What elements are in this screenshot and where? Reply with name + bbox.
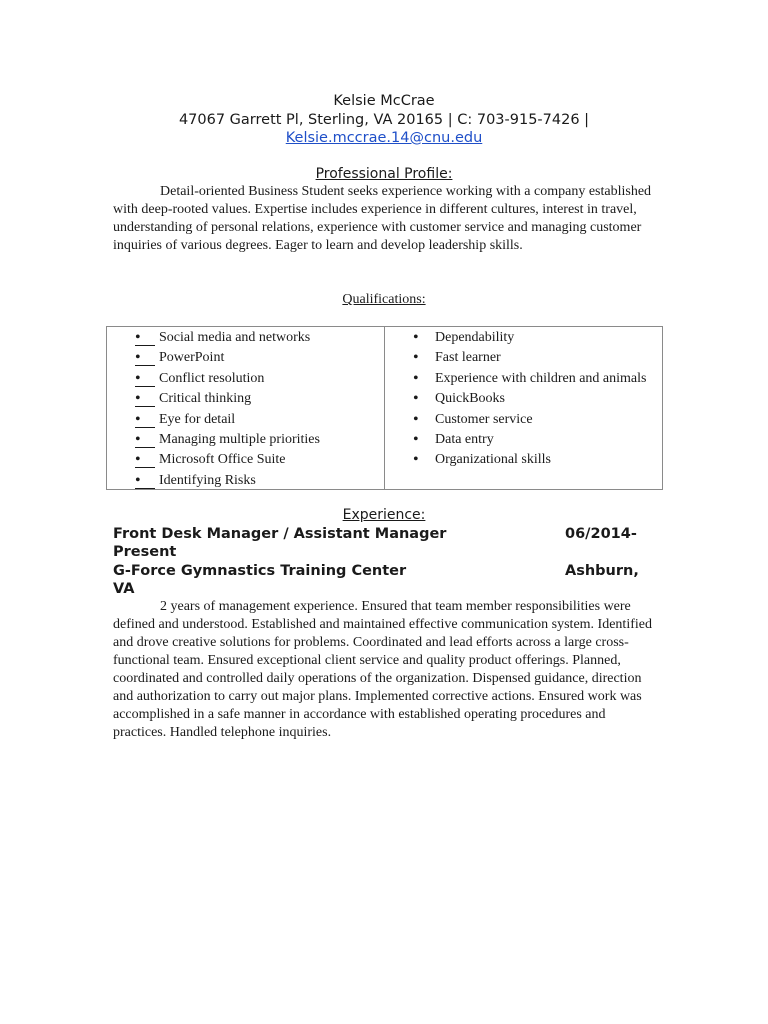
list-item: • Managing multiple priorities — [133, 431, 378, 449]
list-item: • PowerPoint — [133, 349, 378, 367]
job-dates-continued: Present — [113, 544, 177, 560]
qualifications-right-list — [409, 329, 649, 472]
company-name: G-Force Gymnastics Training Center — [113, 563, 407, 579]
list-item: • Eye for detail — [133, 411, 378, 429]
list-item: • Conflict resolution — [133, 370, 378, 388]
job-company-row — [113, 562, 643, 598]
experience-heading: Experience: — [342, 507, 426, 523]
table-divider — [384, 327, 385, 489]
contact-address: 47067 Garrett Pl, Sterling, VA 20165 | C: 703-915-7426 | — [178, 111, 590, 128]
bullet-icon — [135, 472, 155, 489]
qualifications-table — [106, 326, 663, 490]
email-link[interactable]: Kelsie.mccrae.14@cnu.edu — [285, 130, 483, 146]
job-title-row — [113, 525, 643, 561]
qualifications-left-list — [133, 329, 378, 492]
list-item: Data entry — [435, 431, 494, 447]
list-item: Dependability — [435, 330, 515, 345]
applicant-name: Kelsie McCrae — [333, 93, 435, 109]
bullet-icon — [135, 329, 155, 346]
bullet-icon — [135, 411, 155, 428]
qualifications-heading: Qualifications: — [342, 292, 426, 307]
profile-text: Detail-oriented Business Student seeks experience working with a company established with deep-rooted values. Expertise includes experience in different cultures, interest in travel, understanding of personal relations, experience with customer service and managing customer inquiries of various degrees. Eager to learn and develop leadership skills. — [113, 184, 652, 253]
job-location: Ashburn, — [565, 563, 639, 579]
list-item: Fast learner — [435, 350, 501, 366]
list-item: QuickBooks — [435, 391, 505, 407]
list-item: • Microsoft Office Suite — [133, 451, 378, 469]
bullet-icon — [135, 431, 155, 448]
bullet-icon — [135, 390, 155, 407]
list-item: Organizational skills — [435, 452, 551, 468]
list-item: • Social media and networks — [133, 329, 378, 347]
list-item: • Identifying Risks — [133, 472, 378, 490]
bullet-icon — [135, 349, 155, 366]
job-dates: 06/2014- — [565, 526, 637, 542]
experience-description: 2 years of management experience. Ensured that team member responsibilities were defined and understood. Established and maintained effective communication system. Identified and drove creative solutions for problems. Coordinated and lead efforts across a large cross-functional team. Ensured exceptional client service and quality product offerings. Planned, coordinated and controlled daily operations of the organization. Dispensed guidance, direction and authorization to carry out major plans. Implemented corrective actions. Ensured work was accomplished in a safe manner in accordance with established operating procedures and practices. Handled telephone inquiries. — [113, 599, 652, 740]
list-item: • Critical thinking — [133, 390, 378, 408]
list-item: Customer service — [435, 411, 533, 427]
job-title: Front Desk Manager / Assistant Manager — [113, 526, 447, 542]
list-item: Experience with children and animals — [435, 370, 647, 386]
profile-heading: Professional Profile: — [315, 166, 453, 182]
bullet-icon — [135, 370, 155, 387]
job-location-continued: VA — [113, 581, 135, 597]
bullet-icon — [135, 451, 155, 468]
